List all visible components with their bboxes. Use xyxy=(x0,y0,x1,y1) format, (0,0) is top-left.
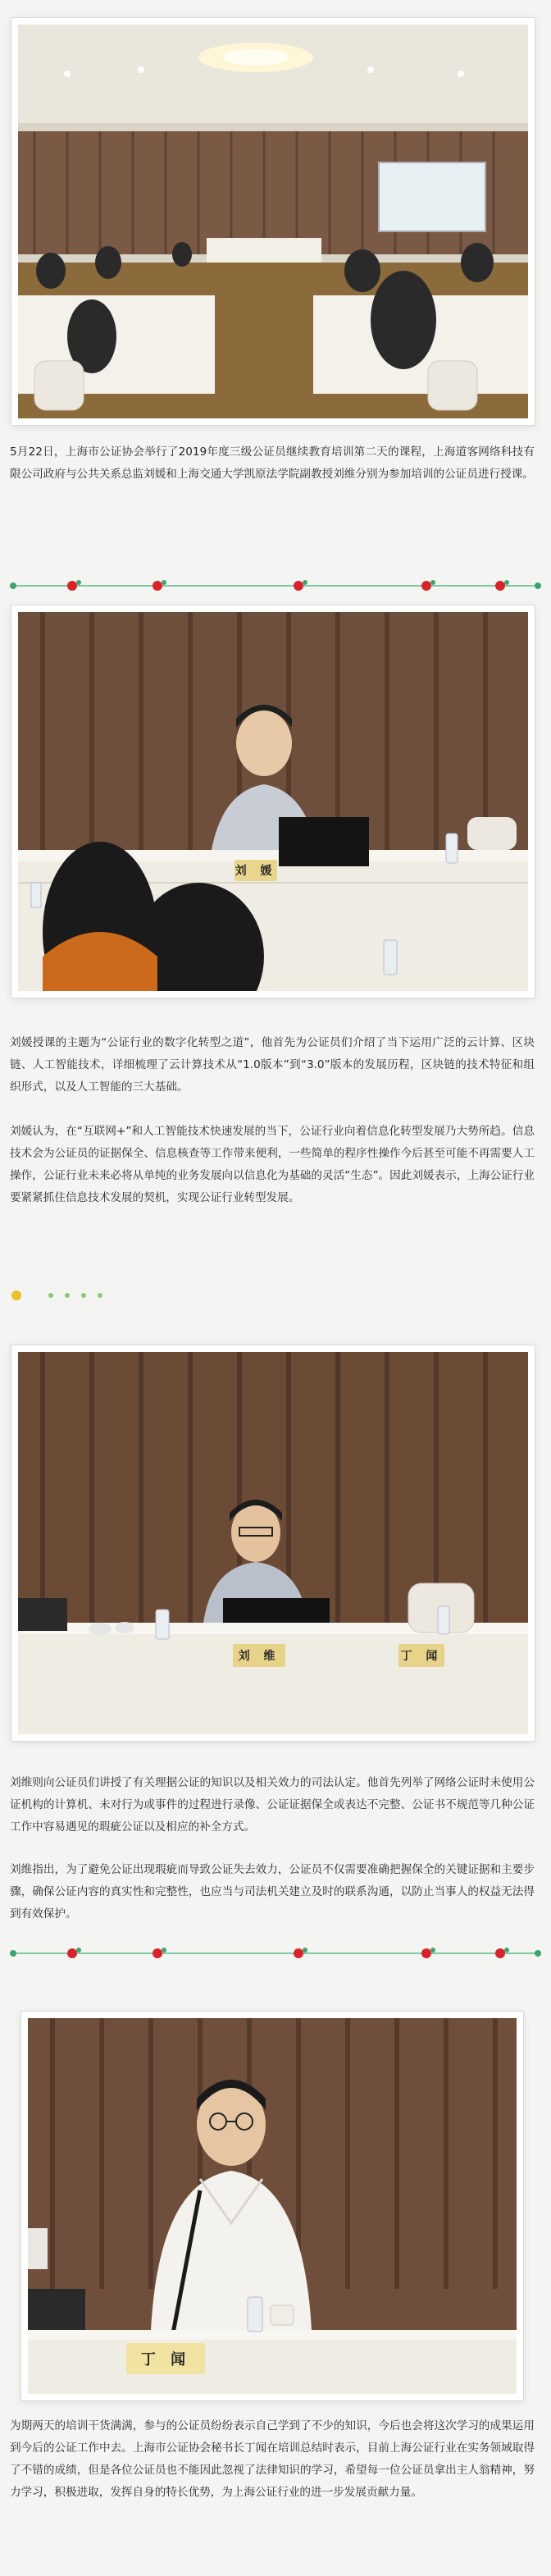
conference-room-image xyxy=(18,25,528,418)
paragraph-6: 为期两天的培训干货满满，参与的公证员纷纷表示自己学到了不少的知识，今后也会将这次学习的成果运用到今后的公证工作中去。上海市公证协会秘书长丁闻在培训总结时表示，目前上海公证行业在实务领域取得了不错的成绩，但是各位公证员也不能因此忽视了法律知识的学习，希望每一位公证员拿出主人翁精神，努力学习，积极进取，发挥自身的特长优势，为上海公证行业的进一步发展贡献力量。 xyxy=(10,2419,535,2499)
decorative-dot-row xyxy=(8,1288,540,1303)
nameplate-liu-wei: 刘 维 xyxy=(233,1644,285,1667)
nameplate-ding-wen: 丁 闻 xyxy=(398,1644,444,1667)
photo-frame-4 xyxy=(21,2012,523,2400)
paragraph-3: 刘媛认为，在“互联网+”和人工智能技术快速发展的当下，公证行业向着信息化转型发展乃大势所趋。信息技术会为公证员的证据保全、信息核查等工作带来便利，一些简单的程序性操作今后甚至可能不再需要人工操作，公证行业未来必将从单纯的业务发展向以信息化为基础的灵活“生态”。因此刘媛表示，上海公证行业要紧紧抓住信息技术发展的契机，实现公证行业转型发展。 xyxy=(10,1125,535,1204)
nameplate-ding-wen-2: 丁 闻 xyxy=(126,2343,205,2374)
photo-frame-2 xyxy=(11,605,535,998)
decorative-divider-1 xyxy=(10,577,541,595)
nameplate-liu-yuan: 刘 媛 xyxy=(235,860,277,881)
liu-yuan-lecture-image xyxy=(18,612,528,991)
paragraph-1: 5月22日，上海市公证协会举行了2019年度三级公证员继续教育培训第二天的课程，上海道客网络科技有限公司政府与公共关系总监刘媛和上海交通大学凯原法学院副教授刘维分别为参加培训的公证员进行授课。 xyxy=(10,445,535,481)
ding-wen-speech-image xyxy=(28,2018,517,2394)
liu-wei-lecture-image xyxy=(18,1352,528,1734)
decorative-divider-2 xyxy=(10,1944,541,1962)
paragraph-5: 刘维指出，为了避免公证出现瑕疵而导致公证失去效力，公证员不仅需要准确把握保全的关键证据和主要步骤，确保公证内容的真实性和完整性，也应当与司法机关建立及时的联系沟通，以防止当事人的权益无法得到有效保护。 xyxy=(10,1863,535,1921)
photo-frame-1 xyxy=(11,18,535,425)
liu-wei-lecture-photo xyxy=(18,1352,528,1734)
paragraph-4: 刘维则向公证员们讲授了有关理据公证的知识以及相关效力的司法认定。他首先列举了网络公证时未使用公证机构的计算机、未对行为或事件的过程进行录像、公证证据保全或表达不完整、公证书不规范等几种公证工作中容易遇见的瑕疵公证以及相应的补全方式。 xyxy=(10,1776,535,1834)
liu-yuan-lecture-photo xyxy=(18,612,528,991)
paragraph-2: 刘媛授课的主题为“公证行业的数字化转型之道”，他首先为公证员们介绍了当下运用广泛的云计算、区块链、人工智能技术，详细梳理了云计算技术从“1.0版本”到“3.0”版本的发展历程，区块链的技术特征和组织形式，以及人工智能的三大基础。 xyxy=(10,1036,535,1094)
ding-wen-speech-photo xyxy=(28,2018,517,2394)
photo-frame-3 xyxy=(11,1345,535,1741)
conference-room-photo xyxy=(18,25,528,418)
